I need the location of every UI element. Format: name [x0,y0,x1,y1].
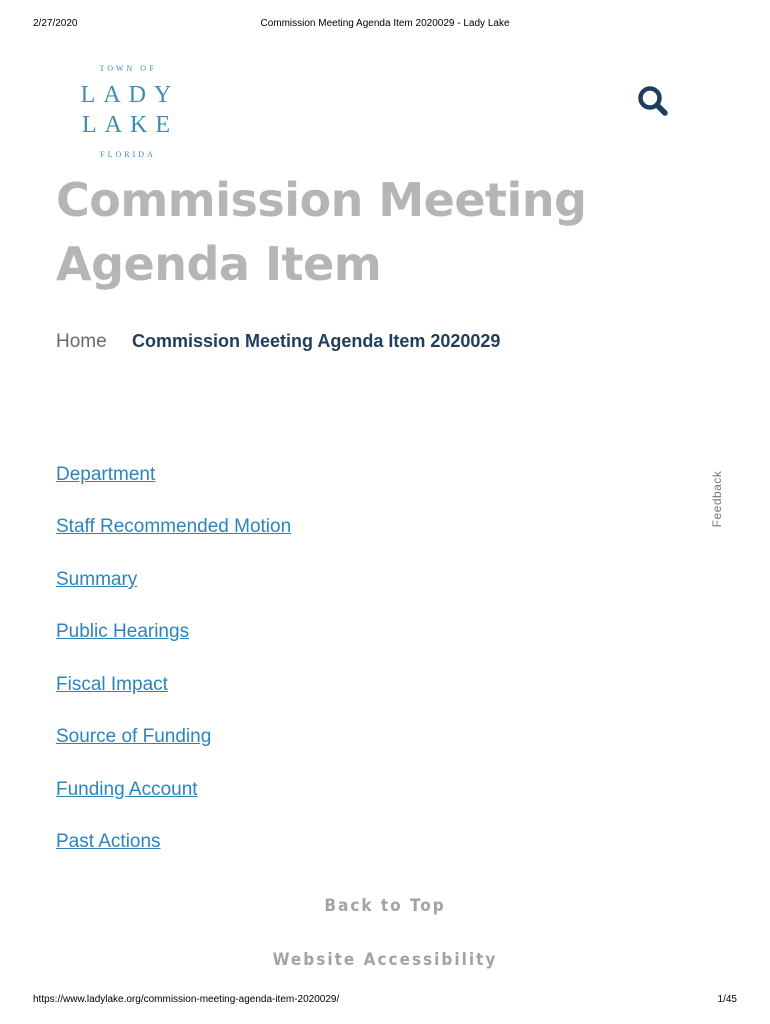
search-icon [636,84,670,118]
section-link-summary[interactable]: Summary [56,569,138,590]
search-button[interactable] [636,84,670,118]
section-link-fiscal-impact[interactable]: Fiscal Impact [56,674,168,695]
print-url: https://www.ladylake.org/commission-meeting-agenda-item-2020029/ [33,994,340,1005]
lady-lake-logo[interactable] [72,62,192,166]
logo-line-2: LAKE [82,112,178,138]
print-page-number: 1/45 [717,994,737,1005]
feedback-tab[interactable] [705,470,729,528]
breadcrumb-home-link[interactable]: Home [56,331,107,352]
section-link-staff-recommended-motion[interactable]: Staff Recommended Motion [56,516,292,537]
print-title: Commission Meeting Agenda Item 2020029 - Lady Lake [260,18,510,29]
website-accessibility-link[interactable]: Website Accessibility [272,950,498,970]
logo-line-1: LADY [80,82,180,108]
feedback-label: Feedback [710,470,724,528]
print-date: 2/27/2020 [33,18,78,29]
section-link-public-hearings[interactable]: Public Hearings [56,621,190,642]
breadcrumb-current: Commission Meeting Agenda Item 2020029 [132,331,501,351]
section-link-source-of-funding[interactable]: Source of Funding [56,726,212,747]
section-link-department[interactable]: Department [56,464,156,485]
section-link-past-actions[interactable]: Past Actions [56,831,161,852]
logo-florida: FLORIDA [100,150,156,159]
logo-town-of: TOWN OF [99,64,157,73]
section-link-funding-account[interactable]: Funding Account [56,779,198,800]
page-title: Commission Meeting Agenda Item [56,173,587,291]
back-to-top-link[interactable]: Back to Top [324,896,446,916]
